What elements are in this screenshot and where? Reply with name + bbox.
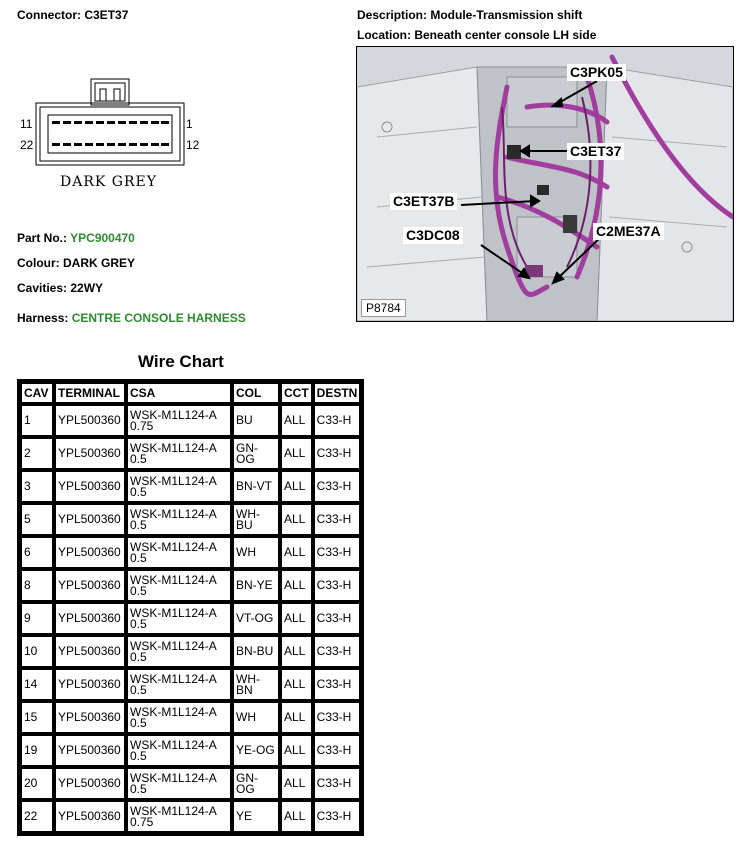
cell-csa: WSK-M1L124-A 0.5 bbox=[127, 570, 231, 601]
cell-cct: ALL bbox=[281, 603, 312, 634]
description-heading bbox=[357, 8, 582, 22]
cavities-value: 22WY bbox=[70, 281, 104, 295]
cell-destn: C33-H bbox=[314, 438, 361, 469]
cell-csa: WSK-M1L124-A 0.5 bbox=[127, 537, 231, 568]
cell-col: YE-OG bbox=[233, 735, 279, 766]
callout-c3et37b: C3ET37B bbox=[390, 193, 457, 210]
cell-cav: 14 bbox=[21, 669, 53, 700]
pin-row-top bbox=[52, 121, 169, 124]
cell-destn: C33-H bbox=[314, 702, 361, 733]
location-photo bbox=[356, 46, 734, 322]
table-row bbox=[21, 570, 360, 601]
pin-row-bottom bbox=[52, 143, 169, 146]
cell-csa: WSK-M1L124-A 0.5 bbox=[127, 603, 231, 634]
connector-face-diagram bbox=[34, 75, 186, 171]
cell-destn: C33-H bbox=[314, 537, 361, 568]
cell-col: BN-VT bbox=[233, 471, 279, 502]
cavities-label: Cavities: bbox=[17, 281, 68, 295]
cell-cav: 8 bbox=[21, 570, 53, 601]
vehicle-interior-illustration bbox=[357, 47, 733, 321]
cell-csa: WSK-M1L124-A 0.5 bbox=[127, 702, 231, 733]
cell-cct: ALL bbox=[281, 504, 312, 535]
table-row bbox=[21, 768, 360, 799]
cell-cav: 20 bbox=[21, 768, 53, 799]
wire-chart-table bbox=[17, 379, 364, 836]
table-row bbox=[21, 537, 360, 568]
cell-col: WH bbox=[233, 537, 279, 568]
pin-label-1: 1 bbox=[186, 117, 193, 131]
callout-c3dc08: C3DC08 bbox=[403, 227, 463, 244]
cell-col: WH bbox=[233, 702, 279, 733]
cell-destn: C33-H bbox=[314, 636, 361, 667]
cell-csa: WSK-M1L124-A 0.5 bbox=[127, 735, 231, 766]
cell-cct: ALL bbox=[281, 801, 312, 832]
cell-destn: C33-H bbox=[314, 504, 361, 535]
cell-csa: WSK-M1L124-A 0.5 bbox=[127, 669, 231, 700]
cell-terminal: YPL500360 bbox=[55, 438, 125, 469]
pin-label-11: 11 bbox=[20, 117, 33, 131]
callout-c3et37: C3ET37 bbox=[567, 143, 624, 160]
connector-label: Connector: bbox=[17, 8, 81, 22]
cell-csa: WSK-M1L124-A 0.5 bbox=[127, 504, 231, 535]
part-no-label: Part No.: bbox=[17, 231, 68, 245]
cavities-line bbox=[17, 281, 103, 295]
callout-c3pk05: C3PK05 bbox=[567, 64, 626, 81]
connector-colour-caption: DARK GREY bbox=[60, 174, 157, 190]
cell-destn: C33-H bbox=[314, 768, 361, 799]
cell-terminal: YPL500360 bbox=[55, 471, 125, 502]
cell-cct: ALL bbox=[281, 537, 312, 568]
cell-col: WH-BN bbox=[233, 669, 279, 700]
cell-cav: 9 bbox=[21, 603, 53, 634]
header-cct: CCT bbox=[281, 383, 312, 403]
cell-terminal: YPL500360 bbox=[55, 636, 125, 667]
cell-cct: ALL bbox=[281, 669, 312, 700]
cell-destn: C33-H bbox=[314, 735, 361, 766]
cell-csa: WSK-M1L124-A 0.75 bbox=[127, 405, 231, 436]
cell-terminal: YPL500360 bbox=[55, 603, 125, 634]
cell-cct: ALL bbox=[281, 471, 312, 502]
cell-col: BN-BU bbox=[233, 636, 279, 667]
cell-col: GN-OG bbox=[233, 768, 279, 799]
cell-terminal: YPL500360 bbox=[55, 570, 125, 601]
cell-csa: WSK-M1L124-A 0.5 bbox=[127, 438, 231, 469]
table-row bbox=[21, 801, 360, 832]
colour-line bbox=[17, 256, 135, 270]
cell-cav: 19 bbox=[21, 735, 53, 766]
description-value: Module-Transmission shift bbox=[430, 8, 583, 22]
harness-value: CENTRE CONSOLE HARNESS bbox=[71, 311, 246, 325]
cell-cct: ALL bbox=[281, 570, 312, 601]
header-csa: CSA bbox=[127, 383, 231, 403]
table-row bbox=[21, 405, 360, 436]
photo-reference: P8784 bbox=[361, 299, 406, 317]
cell-col: GN-OG bbox=[233, 438, 279, 469]
location-heading bbox=[357, 28, 596, 42]
cell-cct: ALL bbox=[281, 768, 312, 799]
header-cav: CAV bbox=[21, 383, 53, 403]
callout-c2me37a: C2ME37A bbox=[593, 223, 664, 240]
cell-cct: ALL bbox=[281, 438, 312, 469]
cell-terminal: YPL500360 bbox=[55, 702, 125, 733]
table-row bbox=[21, 504, 360, 535]
cell-terminal: YPL500360 bbox=[55, 768, 125, 799]
cell-destn: C33-H bbox=[314, 669, 361, 700]
cell-csa: WSK-M1L124-A 0.5 bbox=[127, 768, 231, 799]
cell-col: BN-YE bbox=[233, 570, 279, 601]
harness-label: Harness: bbox=[17, 311, 69, 325]
cell-col: WH-BU bbox=[233, 504, 279, 535]
colour-value: DARK GREY bbox=[63, 256, 136, 270]
table-row bbox=[21, 438, 360, 469]
cell-csa: WSK-M1L124-A 0.75 bbox=[127, 801, 231, 832]
table-row bbox=[21, 735, 360, 766]
cell-terminal: YPL500360 bbox=[55, 735, 125, 766]
cell-col: VT-OG bbox=[233, 603, 279, 634]
cell-terminal: YPL500360 bbox=[55, 669, 125, 700]
wire-chart-header-row bbox=[21, 383, 360, 403]
cell-cav: 1 bbox=[21, 405, 53, 436]
cell-cav: 2 bbox=[21, 438, 53, 469]
cell-cav: 6 bbox=[21, 537, 53, 568]
cell-cav: 10 bbox=[21, 636, 53, 667]
pin-label-12: 12 bbox=[186, 138, 200, 152]
part-no-line bbox=[17, 231, 135, 245]
table-row bbox=[21, 471, 360, 502]
cell-cav: 15 bbox=[21, 702, 53, 733]
cell-terminal: YPL500360 bbox=[55, 801, 125, 832]
cell-cct: ALL bbox=[281, 405, 312, 436]
cell-terminal: YPL500360 bbox=[55, 405, 125, 436]
cell-cct: ALL bbox=[281, 702, 312, 733]
table-row bbox=[21, 669, 360, 700]
cell-col: BU bbox=[233, 405, 279, 436]
cell-terminal: YPL500360 bbox=[55, 504, 125, 535]
cell-cav: 3 bbox=[21, 471, 53, 502]
cell-cct: ALL bbox=[281, 735, 312, 766]
cell-destn: C33-H bbox=[314, 603, 361, 634]
harness-line bbox=[17, 311, 246, 325]
wire-chart-title: Wire Chart bbox=[138, 352, 224, 371]
table-row bbox=[21, 603, 360, 634]
header-terminal: TERMINAL bbox=[55, 383, 125, 403]
location-value: Beneath center console LH side bbox=[414, 28, 597, 42]
part-no-value: YPC900470 bbox=[70, 231, 135, 245]
cell-csa: WSK-M1L124-A 0.5 bbox=[127, 471, 231, 502]
cell-col: YE bbox=[233, 801, 279, 832]
location-label: Location: bbox=[357, 28, 411, 42]
cell-cav: 5 bbox=[21, 504, 53, 535]
colour-label: Colour: bbox=[17, 256, 60, 270]
table-row bbox=[21, 636, 360, 667]
cell-destn: C33-H bbox=[314, 570, 361, 601]
cell-destn: C33-H bbox=[314, 405, 361, 436]
connector-id: C3ET37 bbox=[84, 8, 129, 22]
pin-label-22: 22 bbox=[20, 138, 34, 152]
connector-heading bbox=[17, 8, 128, 22]
cell-cct: ALL bbox=[281, 636, 312, 667]
cell-destn: C33-H bbox=[314, 471, 361, 502]
cell-terminal: YPL500360 bbox=[55, 537, 125, 568]
header-destn: DESTN bbox=[314, 383, 361, 403]
cell-destn: C33-H bbox=[314, 801, 361, 832]
header-col: COL bbox=[233, 383, 279, 403]
table-row bbox=[21, 702, 360, 733]
description-label: Description: bbox=[357, 8, 428, 22]
cell-csa: WSK-M1L124-A 0.5 bbox=[127, 636, 231, 667]
cell-cav: 22 bbox=[21, 801, 53, 832]
